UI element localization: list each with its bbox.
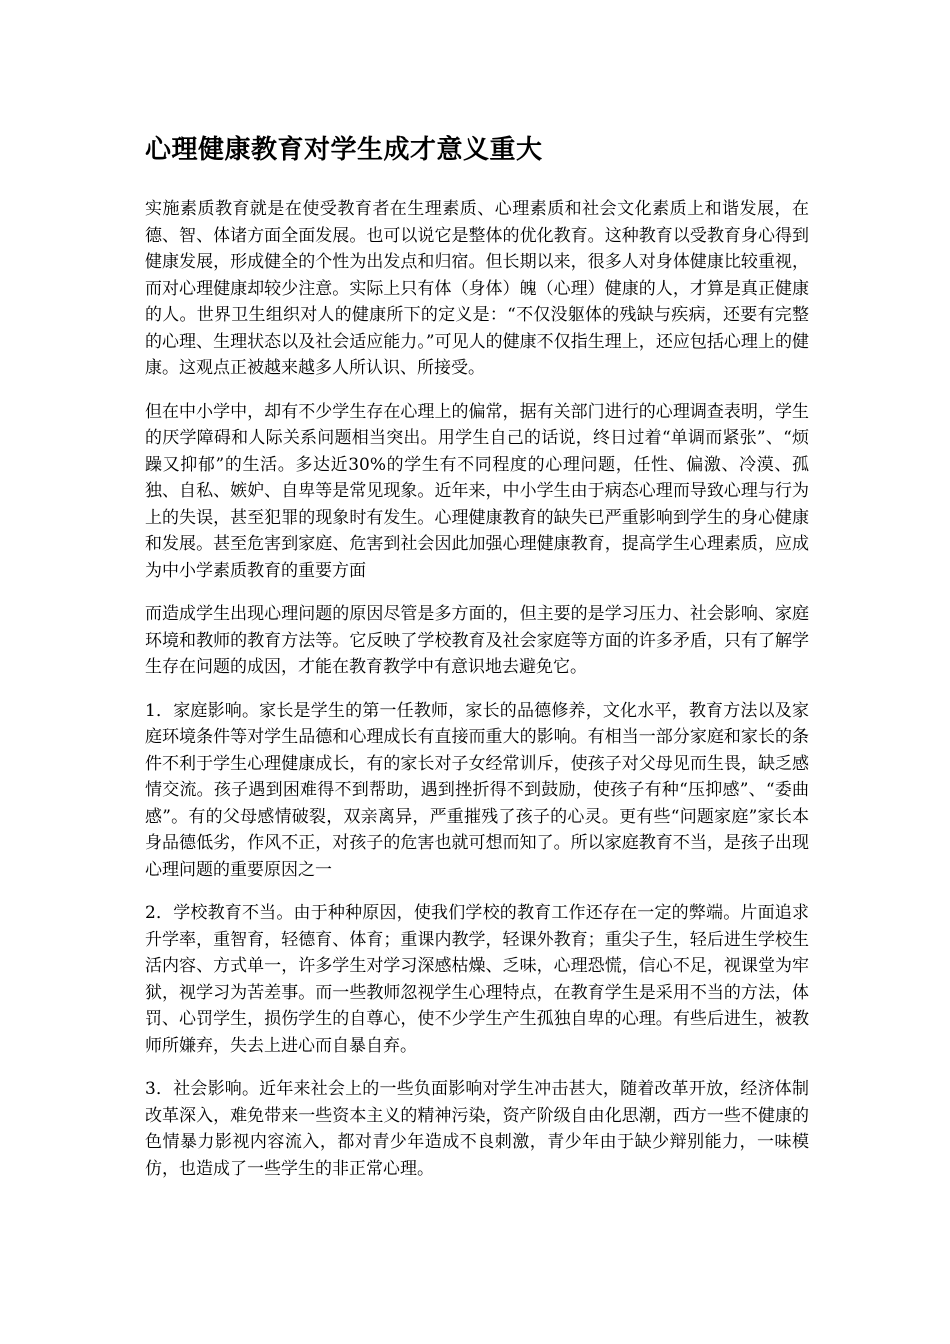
paragraph-intro: 实施素质教育就是在使受教育者在生理素质、心理素质和社会文化素质上和谐发展，在德、智、体诸方面全面发展。也可以说它是整体的优化教育。这种教育以受教育身心得到健康发展，形成健全的个性为出发点和归宿。但长期以来，很多人对身体健康比较重视，而对心理健康却较少注意。实际上只有体（身体）魄（心理）健康的人，才算是真正健康的人。世界卫生组织对人的健康所下的定义是：“不仅没躯体的残缺与疾病，还要有完整的心理、生理状态以及社会适应能力。”可见人的健康不仅指生理上，还应包括心理上的健康。这观点正被越来越多人所认识、所接受。	[145, 199, 809, 378]
document-title: 心理健康教育对学生成才意义重大	[145, 135, 543, 165]
paragraph-school-education: 2．学校教育不当。由于种种原因，使我们学校的教育工作还存在一定的弊端。片面追求升学率，重智育，轻德育、体育；重课内教学，轻课外教育；重尖子生，轻后进生学校生活内容、方式单一，许多学生对学习深感枯燥、乏味，心理恐慌，信心不足，视课堂为牢狱，视学习为苦差事。而一些教师忽视学生心理特点，在教育学生是采用不当的方法，体罚、心罚学生，损伤学生的自尊心，使不少学生产生孤独自卑的心理。有些后进生，被教师所嫌弃，失去上进心而自暴自弃。	[145, 903, 809, 1056]
paragraph-social-influence: 3．社会影响。近年来社会上的一些负面影响对学生冲击甚大，随着改革开放，经济体制改革深入，难免带来一些资本主义的精神污染，资产阶级自由化思潮，西方一些不健康的色情暴力影视内容流入，都对青少年造成不良刺激，青少年由于缺少辩别能力，一味模仿，也造成了一些学生的非正常心理。	[145, 1079, 809, 1179]
paragraph-family-influence: 1．家庭影响。家长是学生的第一任教师，家长的品德修养，文化水平，教育方法以及家庭环境条件等对学生品德和心理成长有直接而重大的影响。有相当一部分家庭和家长的条件不利于学生心理健康成长，有的家长对子女经常训斥，使孩子对父母见而生畏，缺乏感情交流。孩子遇到困难得不到帮助，遇到挫折得不到鼓励，使孩子有种“压抑感”、“委曲感”。有的父母感情破裂，双亲离异，严重摧残了孩子的心灵。更有些“问题家庭”家长本身品德低劣，作风不正，对孩子的危害也就可想而知了。所以家庭教育不当，是孩子出现心理问题的重要原因之一	[145, 700, 809, 880]
paragraph-problems: 但在中小学中，却有不少学生存在心理上的偏常，据有关部门进行的心理调查表明，学生的厌学障碍和人际关系问题相当突出。用学生自己的话说，终日过着“单调而紧张”、“烦躁又抑郁”的生活。多达近30%的学生有不同程度的心理问题，任性、偏激、冷漠、孤独、自私、嫉妒、自卑等是常见现象。近年来，中小学生由于病态心理而导致心理与行为上的失误，甚至犯罪的现象时有发生。心理健康教育的缺失已严重影响到学生的身心健康和发展。甚至危害到家庭、危害到社会因此加强心理健康教育，提高学生心理素质，应成为中小学素质教育的重要方面	[145, 401, 809, 581]
document-page	[145, 130, 809, 1199]
paragraph-causes: 而造成学生出现心理问题的原因尽管是多方面的，但主要的是学习压力、社会影响、家庭环境和教师的教育方法等。它反映了学校教育及社会家庭等方面的许多矛盾，只有了解学生存在问题的成因，才能在教育教学中有意识地去避免它。	[145, 604, 809, 677]
